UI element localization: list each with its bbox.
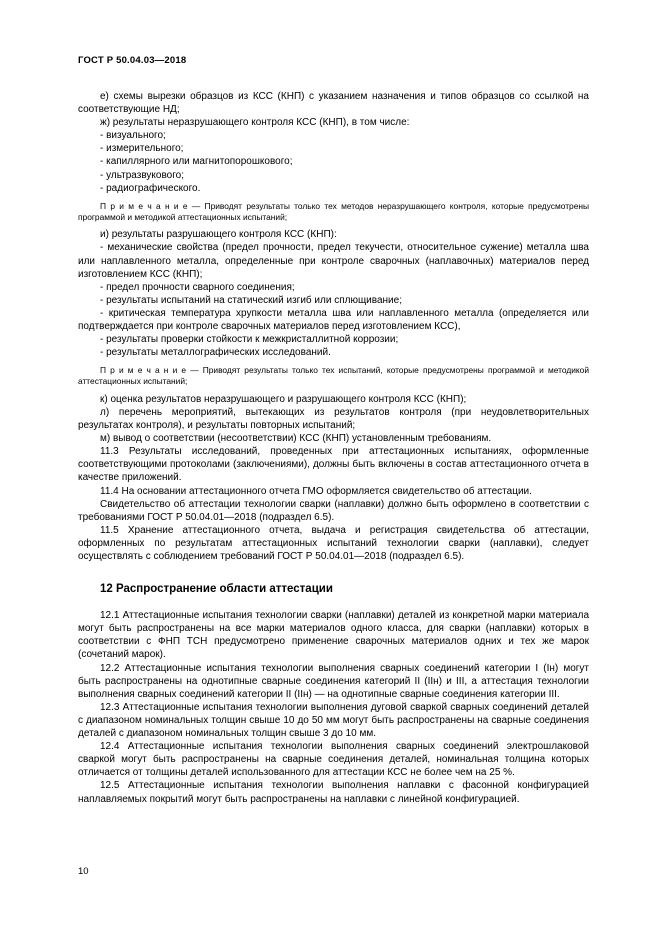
paragraph: 12.5 Аттестационные испытания технологии выполнения наплавки с фасонной конфигурацией наплавляемых покрытий могут быть распространены на наплавки с линейной конфигурацией. (78, 780, 589, 805)
paragraph: - измерительного; (100, 143, 184, 155)
note: П р и м е ч а н и е — Приводят результаты только тех методов неразрушающего контроля, которые предусмотрены программой и методикой аттестационных испытаний; (78, 200, 589, 222)
paragraph: - предел прочности сварного соединения; (100, 281, 295, 293)
paragraph: - результаты металлографических исследований. (100, 347, 331, 359)
paragraph: - ультразвукового; (100, 169, 184, 181)
paragraph: ж) результаты неразрушающего контроля КСС (КНП), в том числе: (100, 117, 410, 129)
paragraph: - результаты испытаний на статический изгиб или сплющивание; (100, 294, 402, 306)
paragraph: 12.4 Аттестационные испытания технологии выполнения сварных соединений электрошлаковой сваркой могут быть распространены на сварные соединения деталей, номинальная толщина которых отличается от толщины деталей использованного для аттестации КСС не более чем на 25 %. (78, 741, 589, 779)
paragraph: 12.3 Аттестационные испытания технологии выполнения дуговой сваркой сварных соединений деталей с диапазоном номинальных толщин свыше 10 до 50 мм могут быть распространены на сварные соединения деталей с диапазоном номинальных толщин свыше 3 до 10 мм. (78, 701, 589, 740)
paragraph: 12.1 Аттестационные испытания технологии сварки (наплавки) деталей из конкретной марки материала могут быть распространены на все марки материалов одного класса, для сварки (наплавки) которых в соответствии с ФНП ТСН предусмотрено применение сварочных материалов одних и тех же марок (сочетаний марок). (78, 610, 589, 661)
paragraph: 11.5 Хранение аттестационного отчета, выдача и регистрация свидетельства об аттестации, оформленных по результатам аттестационных испытаний технологии сварки (наплавки), следует осуществлять с соблюдением требований ГОСТ Р 50.04.01—2018 (подраздел 6.5). (78, 524, 589, 562)
paragraph: - капиллярного или магнитопорошкового; (100, 156, 293, 168)
document-header: ГОСТ Р 50.04.03—2018 (78, 55, 187, 66)
section-heading: 12 Распространение области аттестации (100, 583, 333, 596)
paragraph: е) схемы вырезки образцов из КСС (КНП) с указанием назначения и типов образцов со ссылкой на соответствующие НД; (78, 91, 589, 116)
document-body (78, 90, 589, 806)
paragraph: - механические свойства (предел прочности, предел текучести, относительное сужение) металла шва или наплавленного металла, определенные при контроле сварочных (наплавочных) материалов перед изготовлением КСС (КНП); (78, 242, 589, 280)
paragraph: - визуального; (100, 130, 166, 142)
paragraph: 11.3 Результаты исследований, проведенных при аттестационных испытаниях, оформленные соответствующими протоколами (заключениями), должны быть включены в состав аттестационного отчета в качестве приложений. (78, 446, 589, 484)
paragraph: Свидетельство об аттестации технологии сварки (наплавки) должно быть оформлено в соответствии с требованиями ГОСТ Р 50.04.01—2018 (подраздел 6.5). (78, 498, 589, 523)
page-number: 10 (78, 866, 89, 877)
paragraph: 11.4 На основании аттестационного отчета ГМО оформляется свидетельство об аттестации. (100, 485, 532, 497)
note: П р и м е ч а н и е — Приводят результаты только тех испытаний, которые предусмотрены программой и методикой аттестационных испытаний; (78, 365, 589, 387)
paragraph: и) результаты разрушающего контроля КСС (КНП): (100, 229, 337, 241)
paragraph: 12.2 Аттестационные испытания технологии выполнения сварных соединений категории I (Iн) могут быть распространены на однотипные сварные соединения категорий II (IIн) и III, а аттестация технологии выполнения сварных соединений категории II (IIн) — на однотипные сварные соединения категории III. (78, 662, 589, 700)
paragraph: - радиографического. (100, 182, 201, 194)
paragraph: - критическая температура хрупкости металла шва или наплавленного металла (определяется или подтверждается при контроле сварочных материалов перед изготовлением КСС), (78, 307, 589, 332)
paragraph: л) перечень мероприятий, вытекающих из результатов контроля (при неудовлетворительных результатах контроля), и результаты повторных испытаний; (78, 406, 589, 432)
paragraph: м) вывод о соответствии (несоответствии) КСС (КНП) установленным требованиям. (100, 433, 492, 445)
paragraph: - результаты проверки стойкости к межкристаллитной коррозии; (100, 334, 399, 346)
paragraph: к) оценка результатов неразрушающего и разрушающего контроля КСС (КНП); (100, 393, 467, 405)
